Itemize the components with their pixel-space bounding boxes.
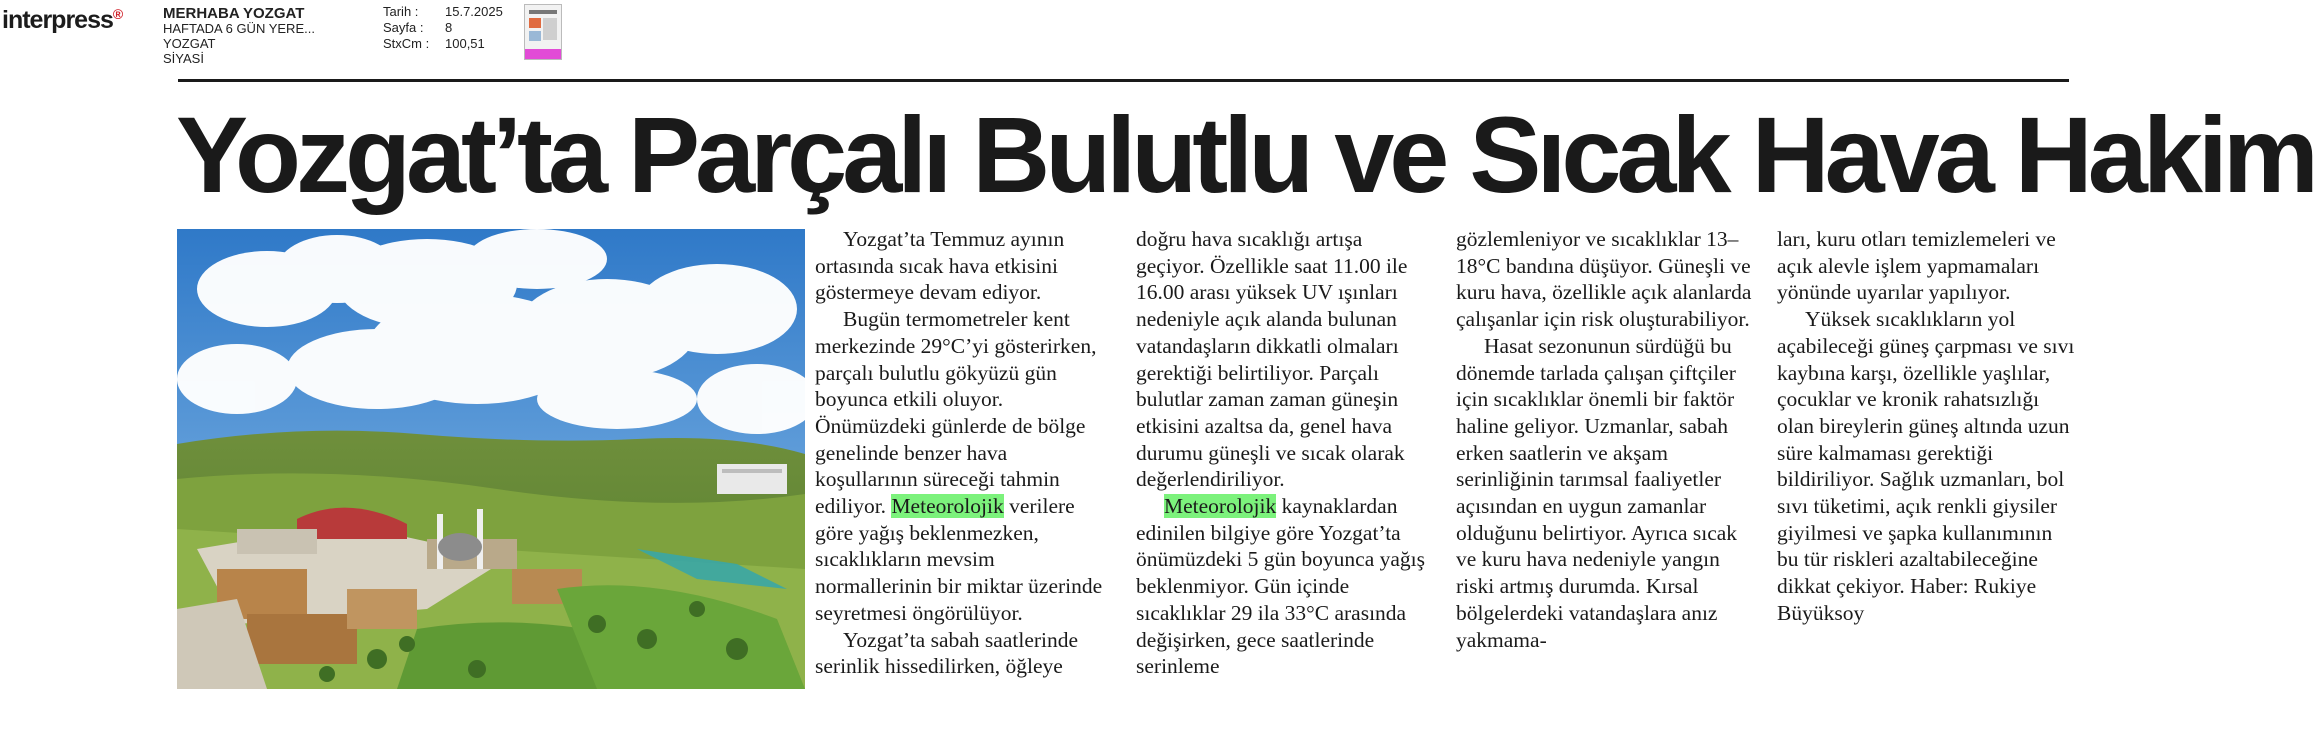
header-rule: [178, 79, 2069, 82]
paragraph: Hasat sezonunun sürdüğü bu dönemde tarlada çalışan çiftçiler için sıcaklıklar önemli bir faktör haline geliyor. Uzmanlar, sabah erken saatlerin ve akşam serinliğinin tarımsal faaliyetler açısından en uygun zamanlar olduğunu belirtiyor. Ayrıca sıcak ve kuru hava nedeniyle yangın riski artmış durumda. Kırsal bölgelerdeki vatandaşlara anız yakmama-: [1456, 333, 1738, 652]
publication-name: MERHABA YOZGAT: [163, 5, 305, 22]
page-label: Sayfa :: [383, 20, 424, 35]
highlighted-keyword: Meteorolojik: [1164, 494, 1277, 519]
paragraph: Yozgat’ta sabah saatlerinde serinlik hissedilirken, öğleye: [815, 627, 1079, 679]
highlighted-keyword: Meteorolojik: [891, 494, 1004, 519]
paragraph-text: verilere göre yağış beklenmezken, sıcaklıkların mevsim normallerinin bir miktar üzerinde seyretmesi öngörülüyor.: [815, 494, 1103, 625]
publication-frequency: HAFTADA 6 GÜN YERE...: [163, 21, 315, 36]
article-column-3: [1456, 226, 1752, 692]
article-column-1: [815, 226, 1111, 692]
paragraph-text: kaynaklardan edinilen bilgiye göre Yozgat’ta önümüzdeki 5 gün boyunca yağış beklenmiyor. Gün içinde sıcaklıklar 29 ila 33°C arasında değişirken, gece saatlerinde serinleme: [1136, 494, 1426, 679]
article-headline: Yozgat’ta Parçalı Bulutlu ve Sıcak Hava Hakim: [176, 94, 2314, 215]
date-value: 15.7.2025: [445, 4, 503, 19]
article-column-2: [1136, 226, 1432, 692]
paragraph-text: Bugün termometreler kent merkezinde 29°C’yi gösterirken, parçalı bulutlu gökyüzü gün boyunca etkili oluyor. Önümüzdeki günlerde de bölge genelinde benzer hava koşullarının süreceği tahmin ediliyor.: [815, 307, 1097, 519]
page-value: 8: [445, 20, 453, 35]
logo-mark-icon: ®: [112, 6, 123, 22]
page-thumbnail[interactable]: [524, 4, 562, 60]
paragraph: [1136, 493, 1432, 680]
paragraph: ları, kuru otları temizlemeleri ve açık alevle işlem yapmamaları yönünde uyarılar yapılıyor.: [1777, 227, 2056, 305]
interpress-logo: [2, 6, 122, 35]
paragraph: gözlemleniyor ve sıcaklıklar 13–18°C bandına düşüyor. Güneşli ve kuru hava, özellikle açık alanlarda çalışanlar için risk oluşturabiliyor.: [1456, 227, 1752, 332]
article-column-4: [1777, 226, 2077, 692]
logo-text: interpress: [2, 6, 113, 34]
paragraph: doğru hava sıcaklığı artışa geçiyor. Özellikle saat 11.00 ile 16.00 arası yüksek UV ışınları nedeniyle açık alanda bulunan vatandaşların dikkatli olmaları gerektiği belirtiliyor. Parçalı bulutlar zaman zaman güneşin etkisini azaltsa da, genel hava durumu güneşli ve sıcak olarak değerlendiriliyor.: [1136, 227, 1408, 492]
stxcm-label: StxCm :: [383, 36, 430, 51]
publication-city: YOZGAT: [163, 36, 216, 51]
clipping-details: [383, 4, 503, 52]
article-photo: [177, 229, 805, 689]
date-label: Tarih :: [383, 4, 419, 19]
publication-category: SİYASİ: [163, 51, 204, 66]
paragraph: Yüksek sıcaklıkların yol açabileceği güneş çarpması ve sıvı kaybına karşı, özellikle yaşlılar, çocuklar ve kronik rahatsızlığı olan bireylerin güneş altında uzun süre kalmaması gerektiği bildiriliyor. Sağlık uzmanları, bol sıvı tüketimi, açık renkli giysiler giyilmesi ve şapka kullanımının bu tür riskleri azaltabileceğine dikkat çekiyor. Haber: Rukiye Büyüksoy: [1777, 307, 2075, 625]
stxcm-value: 100,51: [445, 36, 485, 51]
publication-info: [163, 6, 315, 66]
paragraph: [815, 306, 1111, 626]
paragraph: Yozgat’ta Temmuz ayının ortasında sıcak hava etkisini göstermeye devam ediyor.: [815, 227, 1065, 305]
